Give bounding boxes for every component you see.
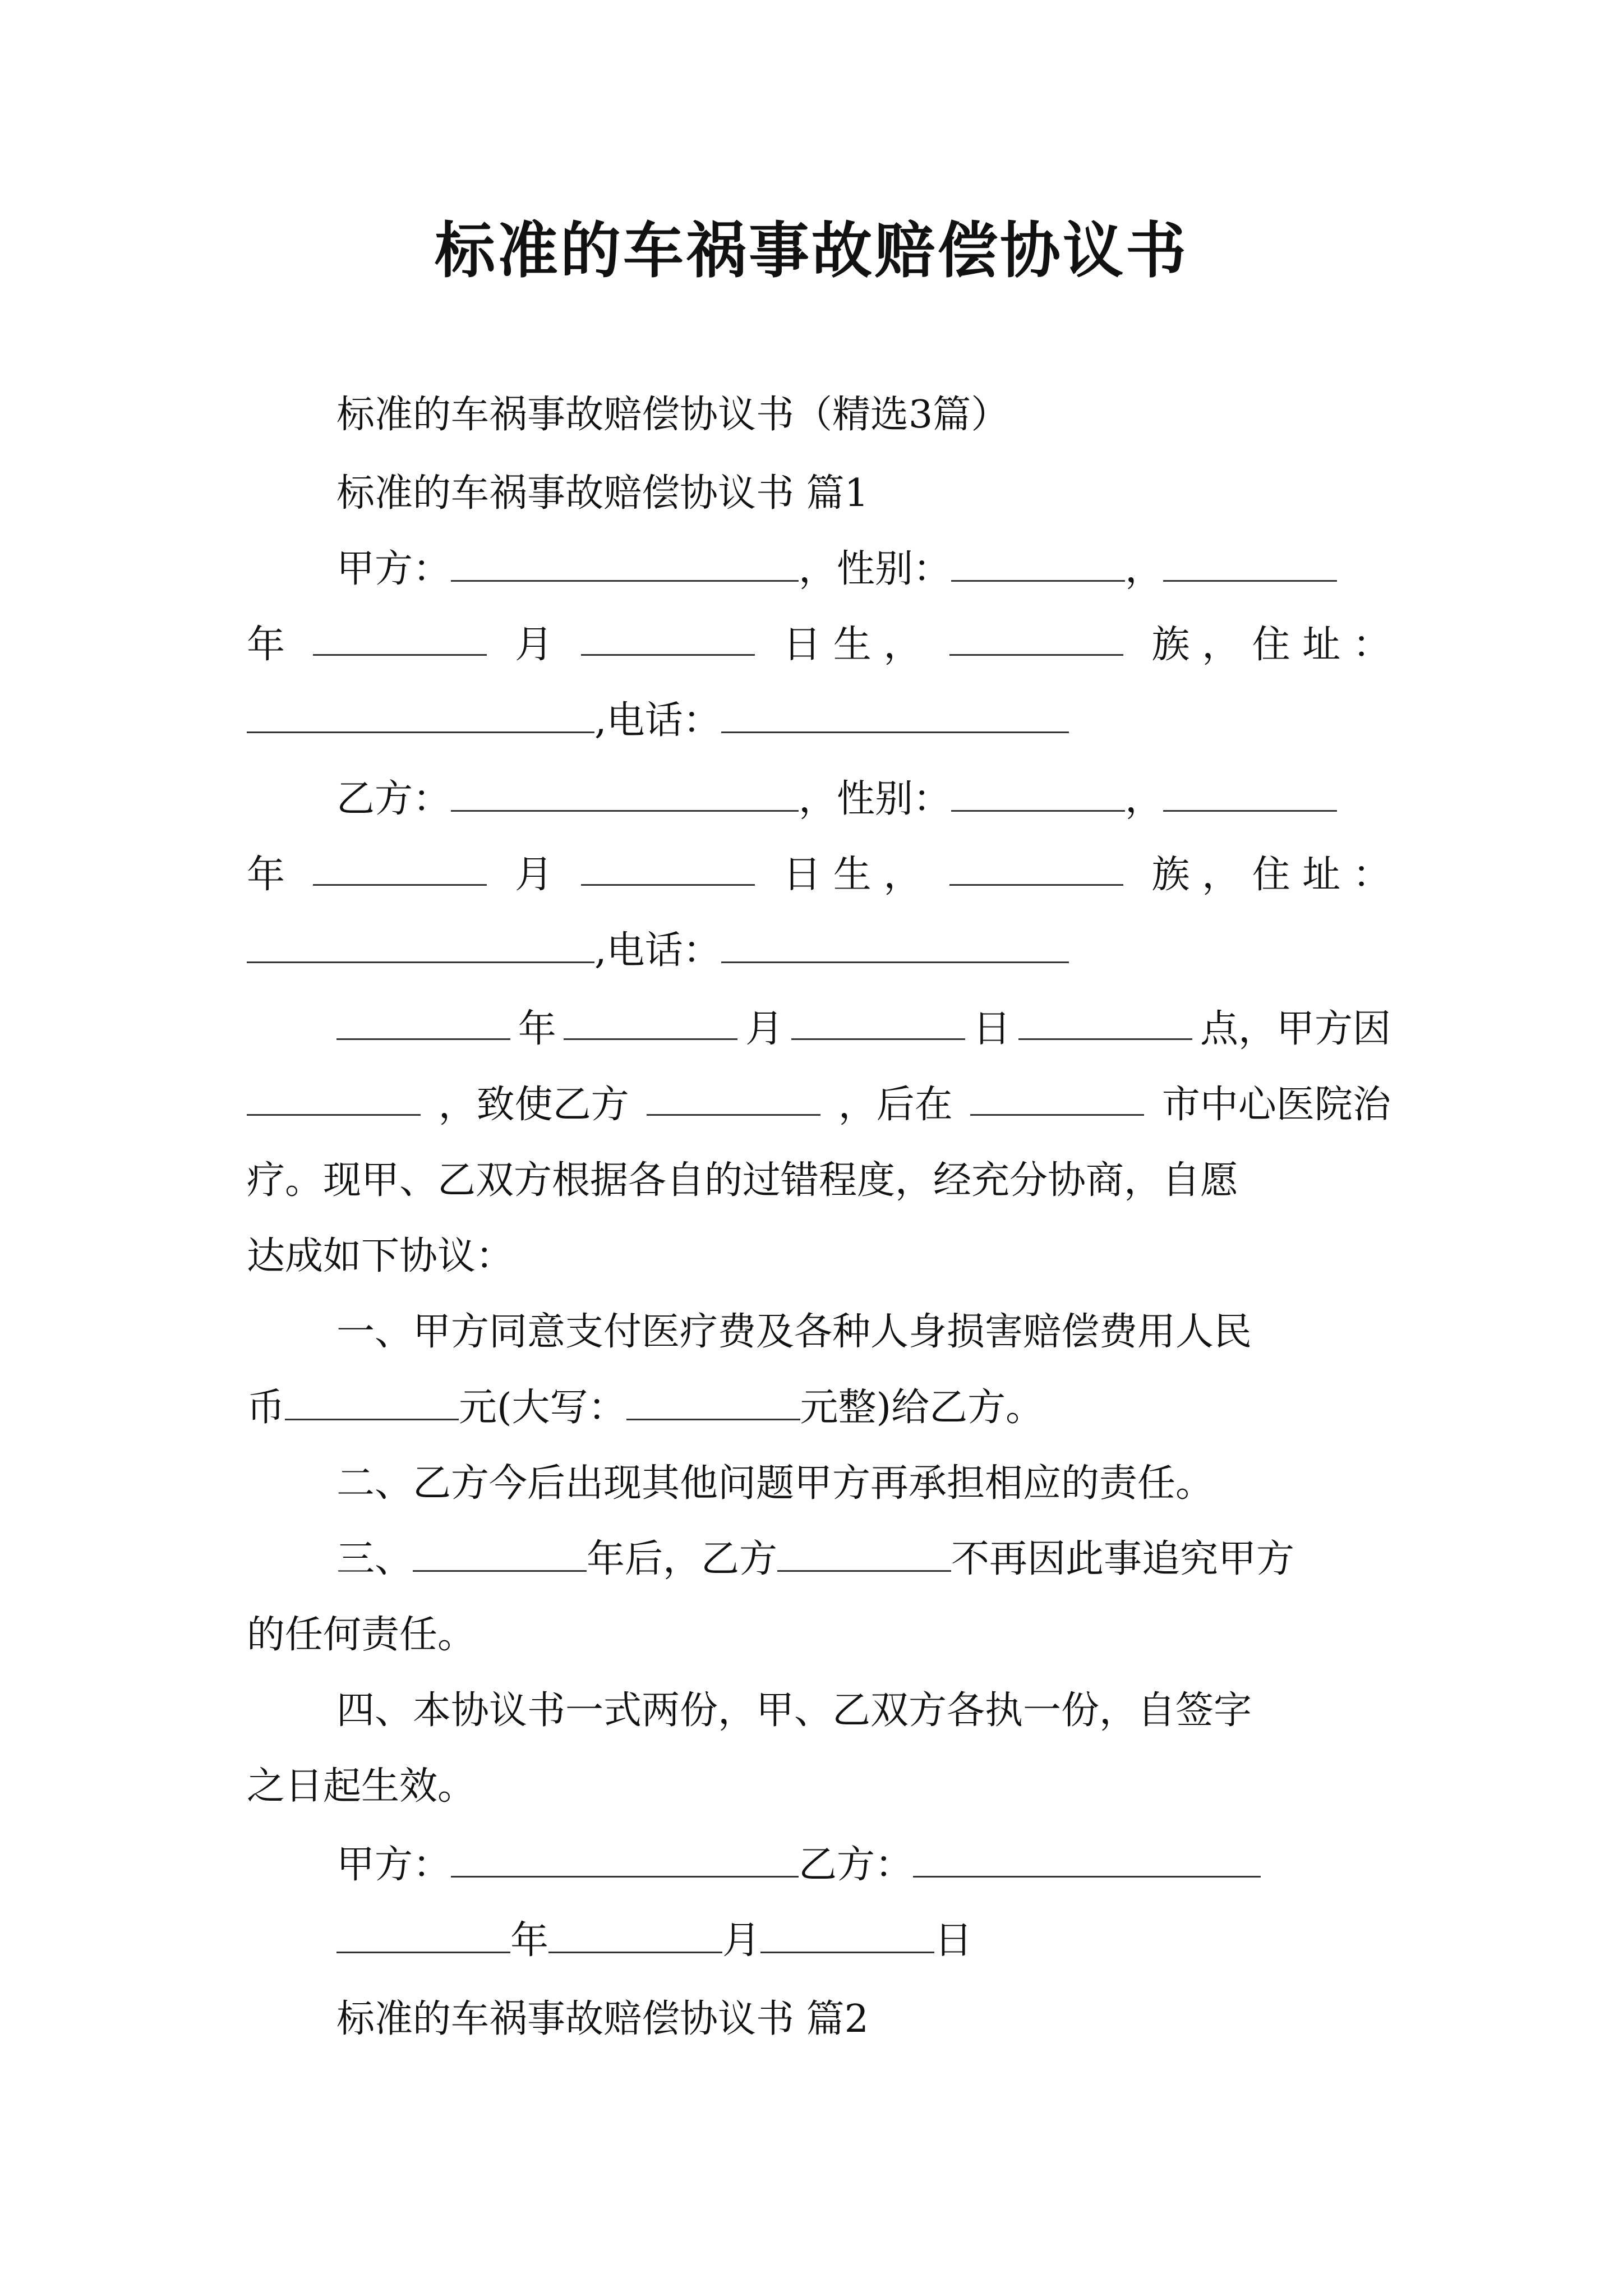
phone-label: ,电话：: [594, 698, 721, 743]
party-a-birth-month-blank[interactable]: [313, 617, 487, 656]
day-label: 日: [934, 1918, 973, 1963]
incident-line-4: 达成如下协议：: [247, 1234, 514, 1278]
amount-blank[interactable]: [285, 1382, 459, 1420]
party-b-line: [336, 771, 1337, 827]
party-a-birth-day-blank[interactable]: [581, 617, 755, 656]
injury-blank[interactable]: [647, 1077, 820, 1116]
incident-line-1: [336, 1001, 1391, 1057]
section-heading-2: 标准的车祸事故赔偿协议书 篇2: [336, 1997, 869, 2041]
gender-label: ，性别：: [799, 777, 952, 821]
item-3-mid: 年后，乙方: [587, 1537, 778, 1581]
party-b-birth-month-blank[interactable]: [313, 847, 487, 886]
ethnic-address-label: 族 ， 住 址 ：: [1151, 623, 1391, 667]
comma: ，: [1125, 777, 1164, 821]
amount-end-label: 元整)给乙方。: [800, 1386, 1044, 1430]
sign-party-a-label: 甲方：: [336, 1843, 451, 1887]
party-b-birth-day-blank[interactable]: [581, 847, 755, 886]
currency-label: 币: [247, 1386, 285, 1430]
party-b-ethnic-blank[interactable]: [949, 847, 1123, 886]
sign-month-blank[interactable]: [548, 1915, 722, 1953]
day-label: 日: [972, 1007, 1011, 1051]
item-3-years-blank[interactable]: [413, 1533, 587, 1572]
amount-caps-blank[interactable]: [626, 1382, 800, 1420]
month-label: 月: [515, 623, 554, 667]
year-label: 年: [518, 1007, 556, 1051]
party-b-birth-line: [247, 847, 1391, 903]
signature-line: [336, 1837, 1261, 1893]
sign-year-blank[interactable]: [336, 1915, 510, 1953]
incident-line-2: [247, 1077, 1391, 1133]
later-at-label: ，后在: [838, 1083, 953, 1127]
party-a-address-blank[interactable]: [247, 694, 594, 733]
party-a-name-blank[interactable]: [451, 543, 799, 582]
party-a-address-line: [247, 693, 1069, 749]
party-a-ethnic-blank[interactable]: [949, 617, 1123, 656]
party-b-name-blank[interactable]: [451, 773, 799, 812]
month-label: 月: [722, 1918, 761, 1963]
sign-date-line: [336, 1913, 972, 1969]
party-a-gender-blank[interactable]: [951, 543, 1125, 582]
day-born-label: 日 生 ，: [783, 623, 922, 667]
month-label: 月: [515, 853, 554, 897]
party-a-phone-blank[interactable]: [721, 694, 1069, 733]
party-b-address-line: [247, 923, 1069, 979]
item-3-prefix: 三、: [336, 1537, 413, 1581]
section-heading-1: 标准的车祸事故赔偿协议书 篇1: [336, 471, 869, 516]
party-b-birth-year-blank[interactable]: [1163, 773, 1337, 812]
item-2: 二、乙方今后出现其他问题甲方再承担相应的责任。: [336, 1461, 1214, 1506]
item-4-line-2: 之日起生效。: [247, 1764, 476, 1809]
month-label: 月: [745, 1007, 784, 1051]
party-b-gender-blank[interactable]: [951, 773, 1125, 812]
incident-year-blank[interactable]: [336, 1001, 510, 1040]
party-a-birth-year-blank[interactable]: [1163, 543, 1337, 582]
sign-day-blank[interactable]: [760, 1915, 934, 1953]
year-label: 年: [510, 1918, 549, 1963]
sign-party-b-label: 乙方：: [799, 1843, 914, 1887]
comma: ，: [1125, 547, 1164, 591]
party-b-phone-blank[interactable]: [721, 924, 1069, 963]
item-1-line-2: [247, 1380, 1044, 1436]
day-born-label: 日 生 ，: [783, 853, 922, 897]
phone-label: ,电话：: [594, 928, 721, 973]
city-blank[interactable]: [970, 1077, 1144, 1116]
incident-cause-blank[interactable]: [247, 1077, 421, 1116]
item-3-line-1: [336, 1531, 1294, 1588]
amount-caps-label: 元(大写：: [459, 1386, 626, 1430]
incident-day-blank[interactable]: [791, 1001, 965, 1040]
cause-mid-label: ，致使乙方: [438, 1083, 629, 1127]
item-3-end: 不再因此事追究甲方: [951, 1537, 1295, 1581]
party-a-label: 甲方：: [336, 547, 451, 591]
incident-line-3: 疗。现甲、乙双方根据各自的过错程度，经充分协商，自愿: [247, 1158, 1239, 1203]
year-label: 年: [247, 623, 285, 667]
incident-hour-blank[interactable]: [1018, 1001, 1192, 1040]
subtitle: 标准的车祸事故赔偿协议书（精选3篇）: [336, 393, 1009, 437]
party-a-line: [336, 541, 1337, 597]
hour-cause-label: 点，甲方因: [1200, 1007, 1391, 1051]
document-title: 标准的车祸事故赔偿协议书: [434, 215, 1188, 286]
sign-party-a-blank[interactable]: [451, 1839, 799, 1878]
item-4-line-1: 四、本协议书一式两份，甲、乙双方各执一份，自签字: [336, 1688, 1252, 1733]
item-3-line-2: 的任何责任。: [247, 1613, 476, 1657]
gender-label: ，性别：: [799, 547, 952, 591]
party-a-birth-line: [247, 617, 1391, 673]
sign-party-b-blank[interactable]: [913, 1839, 1261, 1878]
item-1-line-1: 一、甲方同意支付医疗费及各种人身损害赔偿费用人民: [336, 1310, 1252, 1354]
item-3-party-blank[interactable]: [777, 1533, 951, 1572]
party-b-label: 乙方：: [336, 777, 451, 821]
incident-month-blank[interactable]: [564, 1001, 737, 1040]
party-b-address-blank[interactable]: [247, 924, 594, 963]
year-label: 年: [247, 853, 285, 897]
city-hospital-label: 市中心医院治: [1161, 1083, 1391, 1127]
ethnic-address-label: 族 ， 住 址 ：: [1151, 853, 1391, 897]
